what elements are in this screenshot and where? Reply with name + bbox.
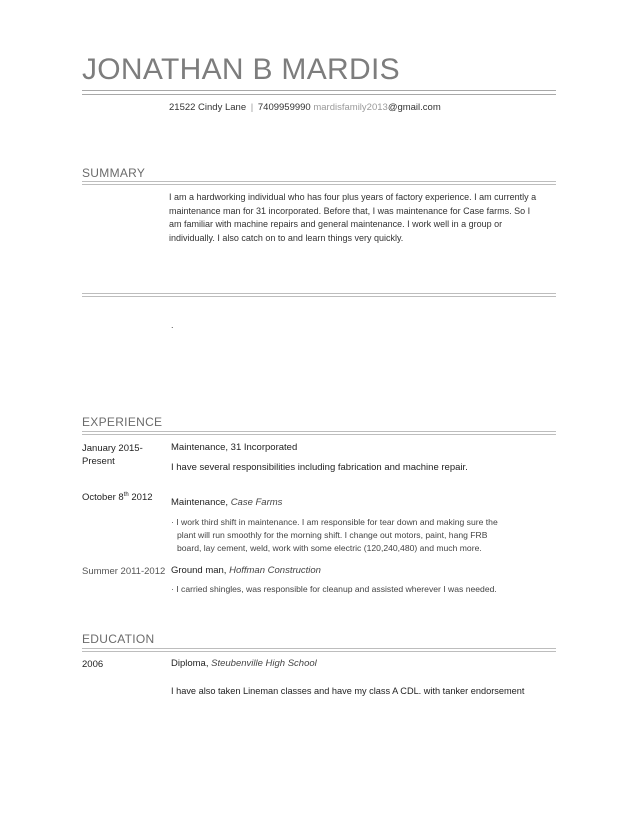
education-heading: EDUCATION [82,632,155,646]
job-1-desc: I have several responsibilities including fabrication and machine repair. [171,462,468,473]
contact-info [169,102,441,113]
separator: | [250,102,254,113]
header-rule-bottom [82,94,556,95]
experience-rule-bottom [82,434,556,435]
summary-rule-bottom [82,184,556,185]
education-school: Steubenville High School [211,658,317,669]
phone: 7409959990 [257,102,311,113]
experience-rule-top [82,431,556,432]
divider-rule-bottom [82,296,556,297]
job-1-title: Maintenance, 31 Incorporated [171,442,298,453]
education-rule-top [82,648,556,649]
address: 21522 Cindy Lane [169,102,247,113]
education-year: 2006 [82,659,104,670]
job-3-date: Summer 2011-2012 [82,566,166,577]
education-degree: Diploma, Steubenville High School [171,658,317,669]
resume-name: JONATHAN B MARDIS [82,53,400,86]
summary-text: I am a hardworking individual who has four plus years of factory experience. I am currently a maintenance man for 31 incorporated. Before that, I was maintenance for Case farms. So I am familiar with machine repairs and general maintenance. I work well in a group or individually. I also catch on to and learn things very quickly. [169,192,537,243]
education-rule-bottom [82,651,556,652]
summary-rule-top [82,181,556,182]
header-rule-top [82,90,556,91]
job-1-date: January 2015- Present [82,443,143,467]
placeholder-dot: . [171,320,174,330]
email-domain[interactable]: @gmail.com [387,102,441,113]
experience-heading: EXPERIENCE [82,415,163,429]
job-3-title: Ground man, Hoffman Construction [171,565,321,576]
job-2-company: Case Farms [230,497,283,508]
job-3-company: Hoffman Construction [229,565,321,576]
job-2-date: October 8th 2012 [82,492,153,504]
job-3-bullet: · I carried shingles, was responsible for cleanup and assisted wherever I was needed. [171,584,497,594]
education-note: I have also taken Lineman classes and have my class A CDL. with tanker endorsement [171,686,525,696]
summary-heading: SUMMARY [82,166,146,180]
job-2-title: Maintenance, Case Farms [171,497,283,508]
email-user[interactable]: mardisfamily2013 [313,102,388,113]
job-2-bullet: · I work third shift in maintenance. I am responsible for tear down and making sure the plant will run smoothly for the morning shift. I change out motors, paint, hang FRB board, lay cement, weld, work with some electric (120,240,480) and much more. [171,517,498,553]
divider-rule-top [82,293,556,294]
